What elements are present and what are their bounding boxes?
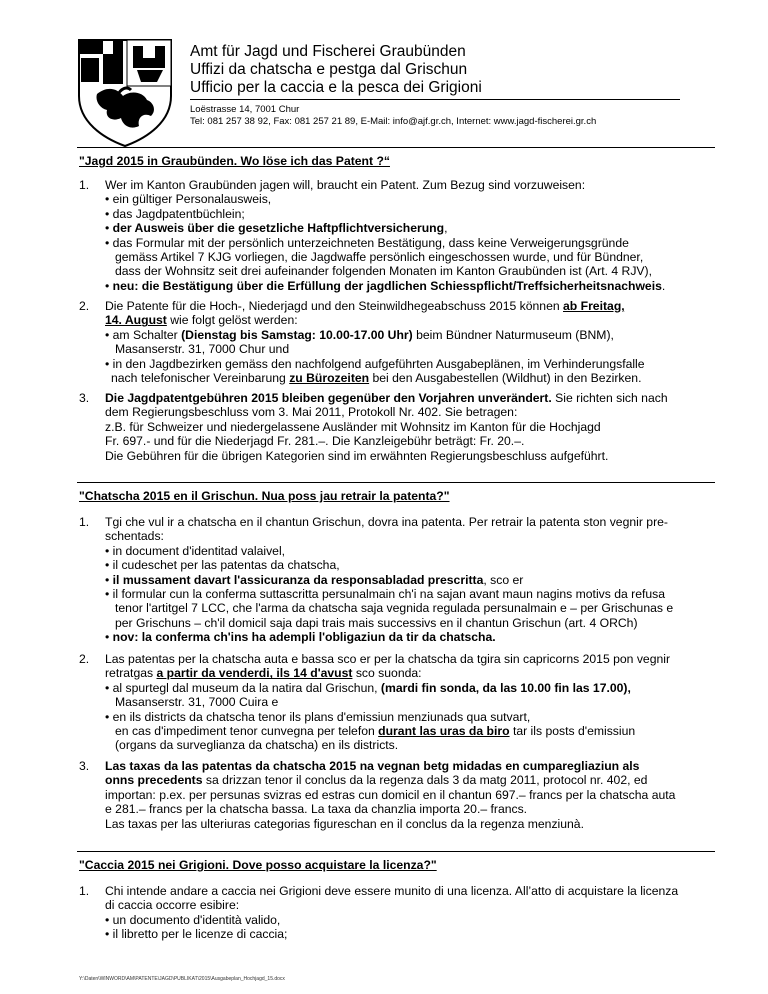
section-heading-de: "Jagd 2015 in Graubünden. Wo löse ich das Patent ?“ bbox=[79, 154, 390, 168]
bullet-text: • nov: la conferma ch'ins ha adempli l'obligaziun da tir da chatscha. bbox=[105, 630, 496, 645]
bullet-text: • ein gültiger Personalausweis, bbox=[105, 192, 272, 207]
item-text: Die Patente für die Hoch-, Niederjagd und den Steinwildhegeabschuss 2015 können ab Freitag, bbox=[105, 299, 625, 313]
contact-details: Tel: 081 257 38 92, Fax: 081 257 21 89, E-Mail: info@ajf.gr.ch, Internet: www.jagd-fischerei.gr.ch bbox=[190, 116, 597, 127]
list-item-rm-2 bbox=[79, 652, 719, 753]
list-item-de-2 bbox=[79, 299, 719, 385]
item-text: dem Regierungsbeschluss vom 3. Mai 2011, Protokoll Nr. 402. Sie betragen: bbox=[105, 405, 518, 420]
bullet-text-continued: nach telefonischer Vereinbarung zu Bürozeiten bei den Ausgabestellen (Wildhut) in den Bezirken. bbox=[111, 371, 642, 386]
item-number: 2. bbox=[79, 652, 90, 666]
bullet-text-continued: dass der Wohnsitz seit drei aufeinander folgenden Monaten im Kanton Graubünden ist (Art. 4 RJV), bbox=[115, 264, 652, 279]
bullet-text: • il formular cun la conferma suttascritta persunalmain ch'i na sajan avant maun nagins motivs da refusa bbox=[105, 587, 666, 602]
item-text: Chi intende andare a caccia nei Grigioni deve essere munito di una licenza. All’atto di acquistare la licenza bbox=[105, 884, 679, 898]
list-item-it-1 bbox=[79, 884, 719, 942]
item-text: Die Jagdpatentgebühren 2015 bleiben gegenüber den Vorjahren unverändert. Sie richten sich nach bbox=[105, 391, 668, 405]
bullet-text: • un documento d'identità valido, bbox=[105, 912, 281, 927]
item-text: e 281.– francs per la chatscha bassa. La taxa da chanzlia importa 20.– francs. bbox=[105, 802, 528, 817]
bullet-text-continued: per Grischuns – ch'il domicil saja dapi trais mais successivs en il chantun Grischun (art. 4 ORCh) bbox=[115, 615, 638, 630]
bullet-text-continued: gemäss Artikel 7 KJG vorliegen, die Jagdwaffe persönlich eingeschossen wurde, und für Bündner, bbox=[115, 250, 644, 265]
item-text: 14. August wie folgt gelöst werden: bbox=[105, 313, 298, 328]
divider bbox=[77, 482, 715, 483]
org-name-it: Ufficio per la caccia e la pesca dei Grigioni bbox=[190, 79, 680, 100]
section-heading-rm: "Chatscha 2015 en il Grischun. Nua poss jau retrair la patenta?" bbox=[79, 489, 450, 503]
item-text: di caccia occorre esibire: bbox=[105, 898, 240, 913]
divider bbox=[77, 851, 715, 852]
item-text: Die Gebühren für die übrigen Kategorien sind im erwähnten Regierungsbeschluss aufgeführt. bbox=[105, 448, 609, 463]
org-name-de: Amt für Jagd und Fischerei Graubünden bbox=[190, 43, 466, 60]
bullet-text: • der Ausweis über die gesetzliche Haftpflichtversicherung, bbox=[105, 221, 448, 236]
bullet-text: • en ils districts da chatscha tenor ils plans d'emissiun menziunads qua sutvart, bbox=[105, 709, 531, 724]
contact-block bbox=[190, 104, 596, 128]
item-text: Las taxas da las patentas da chatscha 2015 na vegnan betg midadas en cumparegliaziun als bbox=[105, 759, 640, 773]
list-item-de-1 bbox=[79, 178, 719, 293]
list-item-de-3 bbox=[79, 391, 719, 463]
bullet-text: • neu: die Bestätigung über die Erfüllung der jagdlichen Schiesspflicht/Treffsicherheitsnachweis. bbox=[105, 278, 666, 293]
bullet-text: • in den Jagdbezirken gemäss den nachfolgend aufgeführten Ausgabeplänen, im Verhinderungsfalle bbox=[105, 356, 645, 371]
organisation-names bbox=[190, 43, 680, 100]
bullet-text-continued: (organs da surveglianza da chatscha) en ils districts. bbox=[115, 738, 399, 753]
bullet-text-continued: Masanserstr. 31, 7000 Cuira e bbox=[115, 695, 279, 710]
list-item-rm-3 bbox=[79, 759, 719, 831]
item-text: Tgi che vul ir a chatscha en il chantun Grischun, dovra ina patenta. Per retrair la patenta ston vegnir pre- bbox=[105, 515, 668, 529]
bullet-text-continued: tenor l'artitgel 7 LCC, che l'arma da chatscha saja vegnida regulada persunalmain e – per Grischunas e bbox=[115, 601, 674, 616]
list-item-rm-1 bbox=[79, 515, 719, 645]
bullet-text-continued: en cas d'impediment tenor cunvegna per telefon durant las uras da biro tar ils posts d'emissiun bbox=[115, 724, 636, 739]
bullet-text: • das Jagdpatentbüchlein; bbox=[105, 206, 245, 221]
item-number: 2. bbox=[79, 299, 90, 313]
item-text: onns precedents sa drizzan tenor il conclus da la regenza dals 3 da matg 2011, protocol nr. 402, ed bbox=[105, 773, 648, 788]
bullet-text: • in document d'identitad valaivel, bbox=[105, 543, 286, 558]
org-name-rm: Uffizi da chatscha e pestga dal Grischun bbox=[190, 61, 468, 78]
item-text: Fr. 697.- und für die Niederjagd Fr. 281.–. Die Kanzleigebühr beträgt: Fr. 20.–. bbox=[105, 434, 525, 449]
item-text: z.B. für Schweizer und niedergelassene Ausländer mit Wohnsitz im Kanton für die Hochjagd bbox=[105, 419, 601, 434]
item-number: 3. bbox=[79, 759, 90, 773]
item-number: 1. bbox=[79, 515, 90, 529]
bullet-text: • am Schalter (Dienstag bis Samstag: 10.00-17.00 Uhr) beim Bündner Naturmuseum (BNM), bbox=[105, 327, 614, 342]
item-text: Las taxas per las ulteriuras categorias figureschan en il conclus da la regenza menziunà. bbox=[105, 816, 584, 831]
item-text: Wer im Kanton Graubünden jagen will, braucht ein Patent. Zum Bezug sind vorzuweisen: bbox=[105, 178, 586, 192]
postal-address: Loëstrasse 14, 7001 Chur bbox=[190, 104, 300, 115]
item-number: 1. bbox=[79, 178, 90, 192]
item-number: 1. bbox=[79, 884, 90, 898]
section-heading-it: "Caccia 2015 nei Grigioni. Dove posso acquistare la licenza?" bbox=[79, 858, 437, 872]
bullet-text: • il mussament davart l'assicuranza da responsabladad prescritta, sco er bbox=[105, 572, 524, 587]
bullet-text: • das Formular mit der persönlich unterzeichneten Bestätigung, dass keine Verweigerungsgründe bbox=[105, 235, 629, 250]
bullet-text: • al spurtegl dal museum da la natira dal Grischun, (mardi fin sonda, da las 10.00 fin las 17.00), bbox=[105, 680, 631, 695]
item-text: schentads: bbox=[105, 529, 164, 544]
canton-coat-of-arms-logo bbox=[77, 38, 173, 148]
item-text: Las patentas per la chatscha auta e bassa sco er per la chatscha da tgira sin capricorns 2015 pon vegnir bbox=[105, 652, 671, 666]
file-path-footer: Y:\Daten\WINWORD\AM\PATENTE\JAGD\PUBLIKAT\2015\Ausgabeplan_Hochjagd_15.docx bbox=[79, 976, 285, 982]
bullet-text: • il libretto per le licenze di caccia; bbox=[105, 927, 288, 942]
item-text: importan: p.ex. per persunas svizras ed estras cun domicil en il chantun 697.– francs per la chatscha auta bbox=[105, 787, 676, 802]
bullet-text-continued: Masanserstr. 31, 7000 Chur und bbox=[115, 342, 290, 357]
divider bbox=[77, 147, 715, 148]
bullet-text: • il cudeschet per las patentas da chatscha, bbox=[105, 558, 340, 573]
item-text: retratgas a partir da venderdi, ils 14 d'avust sco suonda: bbox=[105, 666, 422, 681]
item-number: 3. bbox=[79, 391, 90, 405]
